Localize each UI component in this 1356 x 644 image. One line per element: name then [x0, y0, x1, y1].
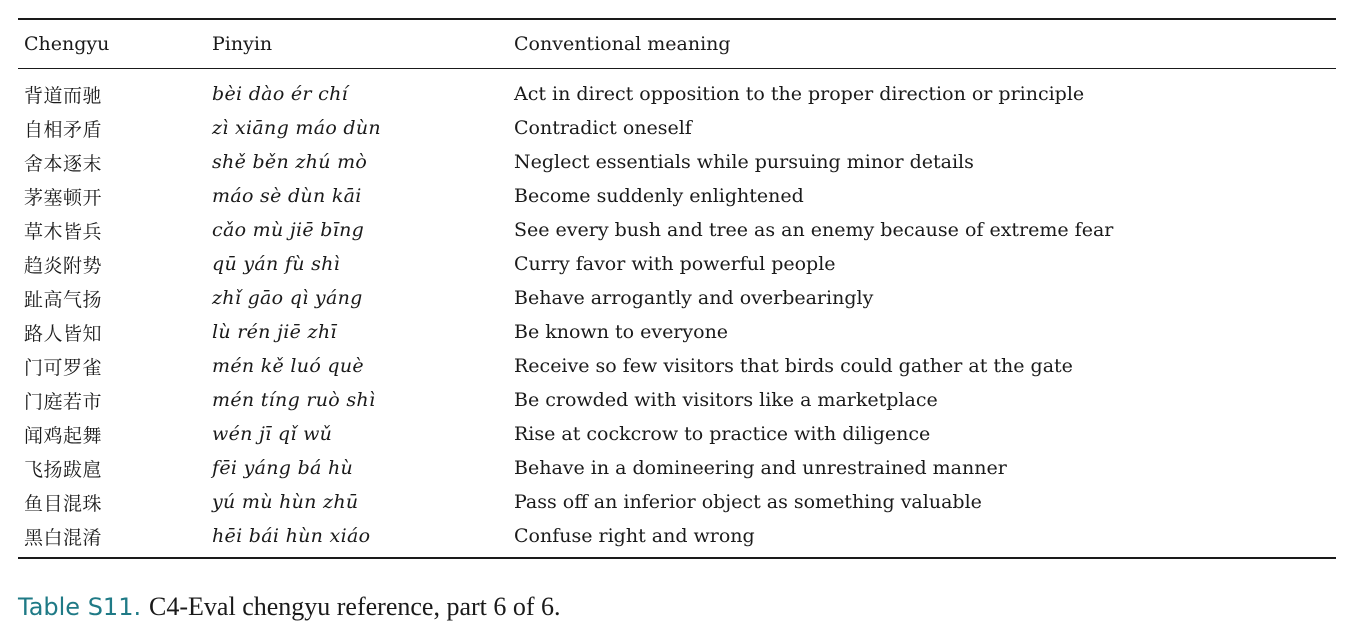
- table-row: [18, 247, 1336, 281]
- table-row: [18, 69, 1336, 112]
- table-row: [18, 281, 1336, 315]
- meaning-cell: Curry favor with powerful people: [514, 253, 836, 275]
- chengyu-cell: 门庭若市: [24, 390, 103, 413]
- pinyin-cell: wén jī qǐ wǔ: [212, 423, 333, 445]
- chengyu-cell: 舍本逐末: [24, 152, 103, 175]
- table-row: [18, 213, 1336, 247]
- chengyu-cell: 飞扬跋扈: [24, 458, 103, 481]
- pinyin-cell: lù rén jiē zhī: [212, 321, 337, 343]
- table-row: [18, 519, 1336, 558]
- meaning-cell: Be crowded with visitors like a marketplace: [514, 389, 938, 411]
- caption-text: C4-Eval chengyu reference, part 6 of 6.: [149, 592, 561, 621]
- chengyu-cell: 门可罗雀: [24, 356, 103, 379]
- pinyin-cell: qū yán fù shì: [212, 253, 341, 275]
- pinyin-cell: fēi yáng bá hù: [212, 457, 354, 479]
- pinyin-cell: mén tíng ruò shì: [212, 389, 376, 411]
- chengyu-cell: 趋炎附势: [24, 254, 103, 277]
- pinyin-cell: hēi bái hùn xiáo: [212, 525, 371, 547]
- meaning-cell: Neglect essentials while pursuing minor details: [514, 151, 974, 173]
- table-row: [18, 145, 1336, 179]
- pinyin-cell: zì xiāng máo dùn: [212, 117, 381, 139]
- pinyin-cell: mén kě luó què: [212, 355, 364, 377]
- meaning-cell: Pass off an inferior object as something valuable: [514, 491, 982, 513]
- meaning-cell: Be known to everyone: [514, 321, 729, 343]
- table-header: [18, 19, 1336, 69]
- table-row: [18, 179, 1336, 213]
- pinyin-cell: bèi dào ér chí: [212, 83, 349, 105]
- chengyu-cell: 茅塞顿开: [24, 186, 103, 209]
- meaning-cell: Act in direct opposition to the proper direction or principle: [514, 83, 1085, 105]
- table-caption: [18, 592, 561, 622]
- chengyu-cell: 背道而驰: [24, 84, 103, 107]
- pinyin-cell: yú mù hùn zhū: [212, 491, 359, 513]
- pinyin-cell: zhǐ gāo qì yáng: [212, 287, 363, 309]
- chengyu-cell: 闻鸡起舞: [24, 424, 103, 447]
- header-pinyin: Pinyin: [212, 33, 273, 55]
- table-row: [18, 417, 1336, 451]
- chengyu-cell: 黑白混淆: [24, 526, 103, 549]
- pinyin-cell: shě běn zhú mò: [212, 151, 368, 173]
- meaning-cell: Contradict oneself: [514, 117, 692, 139]
- meaning-cell: Become suddenly enlightened: [514, 185, 804, 207]
- header-meaning: Conventional meaning: [514, 33, 731, 55]
- caption-label: Table S11.: [18, 593, 142, 621]
- table-row: [18, 485, 1336, 519]
- header-chengyu: Chengyu: [24, 33, 110, 55]
- pinyin-cell: máo sè dùn kāi: [212, 185, 362, 207]
- table-row: [18, 315, 1336, 349]
- chengyu-table-container: [18, 18, 1336, 559]
- chengyu-table: [18, 18, 1336, 559]
- table-row: [18, 111, 1336, 145]
- meaning-cell: Behave in a domineering and unrestrained manner: [514, 457, 1007, 479]
- table-body: [18, 69, 1336, 559]
- chengyu-cell: 趾高气扬: [24, 288, 103, 311]
- meaning-cell: Rise at cockcrow to practice with diligence: [514, 423, 931, 445]
- meaning-cell: See every bush and tree as an enemy because of extreme fear: [514, 219, 1114, 241]
- table-row: [18, 383, 1336, 417]
- chengyu-cell: 自相矛盾: [24, 118, 103, 141]
- pinyin-cell: cǎo mù jiē bīng: [212, 219, 365, 241]
- meaning-cell: Behave arrogantly and overbearingly: [514, 287, 874, 309]
- table-row: [18, 451, 1336, 485]
- meaning-cell: Receive so few visitors that birds could gather at the gate: [514, 355, 1073, 377]
- header-row: [18, 19, 1336, 69]
- chengyu-cell: 鱼目混珠: [24, 492, 103, 515]
- meaning-cell: Confuse right and wrong: [514, 525, 755, 547]
- chengyu-cell: 路人皆知: [24, 322, 103, 345]
- table-row: [18, 349, 1336, 383]
- chengyu-cell: 草木皆兵: [24, 220, 103, 243]
